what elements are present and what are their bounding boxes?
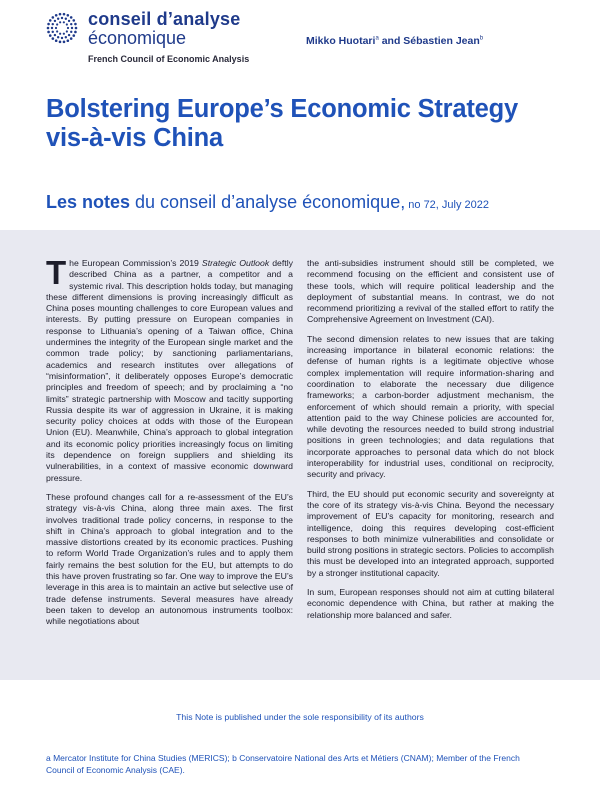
org-name-line1: conseil d’analyse [88, 9, 241, 29]
logo-dot [63, 33, 65, 35]
logo-dot [52, 37, 55, 40]
logo-dot [51, 27, 53, 29]
logo-dot [68, 20, 70, 22]
logo-dot [75, 27, 78, 30]
logo-dot [55, 27, 57, 29]
logo-dot [59, 33, 61, 35]
logo-dot [57, 18, 59, 20]
logo-dot [68, 34, 70, 36]
paragraph-text: he European Commission’s 2019 [69, 258, 202, 268]
document-title: Bolstering Europe’s Economic Strategy vis-à-vis China [46, 95, 519, 152]
responsibility-note: This Note is published under the sole responsibility of its authors [176, 712, 424, 722]
logo-dot [67, 39, 70, 42]
logo-dot [72, 19, 75, 22]
org-name-line2: économique [88, 28, 187, 48]
authors-joiner: and [378, 35, 404, 47]
logo-dot [61, 17, 63, 19]
series-bold: Les notes [46, 192, 131, 212]
paragraph: the anti-subsidies instrument should still be completed, we recommend focusing on the efficient and consistent use of these tools, which will require political leadership and the deployment of substantial means. In contrast, we do not recommend prioritizing a revival of the stalled effort to ratify the Comprehensive Agreement on Investment (CAI). [307, 258, 554, 325]
logo-dot [57, 36, 59, 38]
logo-dot [47, 31, 50, 34]
logo-dot [56, 23, 58, 25]
logo-dot [49, 19, 52, 22]
logo-dot [72, 34, 75, 37]
logo-dot [70, 23, 72, 25]
logo-dot [67, 27, 69, 29]
series-issue: no 72, July 2022 [405, 199, 490, 211]
abstract-column-right [307, 258, 554, 629]
paragraph: These profound changes call for a re-assessment of the EU’s strategy vis-à-vis China, along three main axes. The first involves traditional trade policy concerns, in response to the shift in China’s approach to global integration and to the massive distortions created by its economic practices. Pushing to reform World Trade Organization’s rules and to apply them fairly remains the best solution for the EU, but attempts to do this have proven frustrating so far. One way to improve the EU’s leverage in this area is to maintain an active but selective use of trade defense instruments. Several measures have already been taken to develop an autonomous instruments toolbox: while negotiations about [46, 491, 293, 627]
paragraph [46, 254, 293, 484]
logo-dot [65, 36, 67, 38]
italic-title: Strategic Outlook [201, 258, 270, 268]
cae-logo-icon [46, 12, 78, 44]
org-name-english: French Council of Economic Analysis [88, 54, 250, 64]
logo-dot [70, 37, 73, 40]
logo-dot [59, 13, 62, 16]
series-line [46, 192, 489, 213]
paragraph-text: deftly described China as a partner, a competitor and a systemic rival. This description holds today, but managing these different dimensions is proving increasingly difficult as China poses mounting challenges to core European values and interests. By putting pressure on European companies in response to Lithuania’s opening of a Taiwan office, China undermines the integrity of the European single market and the common trade policy; by sanctioning parliamentarians, academics and research institutes over allegations of “misinformation”, it deliberately opposes Europe’s democratic principles and freedom of speech; and by proclaiming a “no limits” strategic partnership with Moscow and tacitly supporting Russia despite its war of aggression in Ukraine, it is making security policy choices at odds with those of the European Union (EU). Meanwhile, China’s approach to global integration and its economic policy priorities increasingly focus on limiting its dependence on foreign suppliers and shielding its vulnerabilities, in a context of massive economic downward pressure. [46, 258, 293, 483]
logo-dot [66, 23, 68, 25]
author-affiliation-mark: a [375, 35, 379, 42]
author-affiliation-mark: b [479, 35, 484, 42]
logo-dot [70, 31, 72, 33]
logo-dot [59, 41, 62, 44]
logo-dot [63, 41, 66, 44]
logo-dot [47, 27, 50, 30]
logo-dot [67, 14, 70, 17]
logo-dot [54, 34, 56, 36]
paragraph: In sum, European responses should not aim at cutting bilateral economic dependence with China, but rather at making the relationship more balanced and safer. [307, 587, 554, 620]
author-name: Sébastien Jean [403, 35, 480, 47]
logo-dot [65, 18, 67, 20]
affiliation-footnote: a Mercator Institute for China Studies (MERICS); b Conservatoire National des Arts et Métiers (CNAM); Member of the French Council of Economic Analysis (CAE). [46, 753, 520, 775]
logo-dot [74, 23, 77, 26]
series-rest: du conseil d’analyse économique, [130, 192, 406, 212]
logo-dot [49, 34, 52, 37]
logo-dot [66, 30, 68, 32]
logo-dot [56, 30, 58, 32]
paragraph: The second dimension relates to new issues that are taking increasing importance in bilateral economic relations: the defense of human rights is a legitimate objective whose complex implementation will require information-sharing and coordination to elaborate the necessary due diligence frameworks; a carbon-border adjustment mechanism, the enforcement of which should remain a priority, with special attention paid to the way Chinese policies are accounted for, while devoting the resources needed to build strong industrial positions in green technologies; and data regulations that incorporate approaches to personal data which do not block interoperability for industrial uses, conditional on reciprocity, security and privacy. [307, 333, 554, 480]
paragraph: Third, the EU should put economic security and sovereignty at the core of its strategy vis-à-vis China. Beyond the necessary improvement of EU’s capacity for monitoring, research and intelligence, doing this requires developing cost-efficient responses to both minimize vulnerabilities and consolidate or build strong positions in strategic sectors. Policies to accomplish this must be developed into an integrated approach, supported by a stronger institutional capacity. [307, 488, 554, 578]
org-brand [88, 10, 249, 64]
logo-dot [70, 16, 73, 19]
logo-dot [54, 20, 56, 22]
logo-dot [52, 31, 54, 33]
logo-dot [52, 16, 55, 19]
logo-dot [61, 37, 63, 39]
author-name: Mikko Huotari [306, 35, 376, 47]
authors [306, 35, 483, 47]
logo-dot [52, 23, 54, 25]
logo-dot [74, 31, 77, 34]
logo-dot [59, 21, 61, 23]
logo-dot [71, 27, 73, 29]
logo-dot [63, 13, 66, 16]
logo-dot [55, 39, 58, 42]
abstract-column-left [46, 254, 293, 636]
logo-dot [55, 14, 58, 17]
logo-dot [47, 23, 50, 26]
drop-cap: T [46, 254, 67, 291]
logo-dot [63, 21, 65, 23]
